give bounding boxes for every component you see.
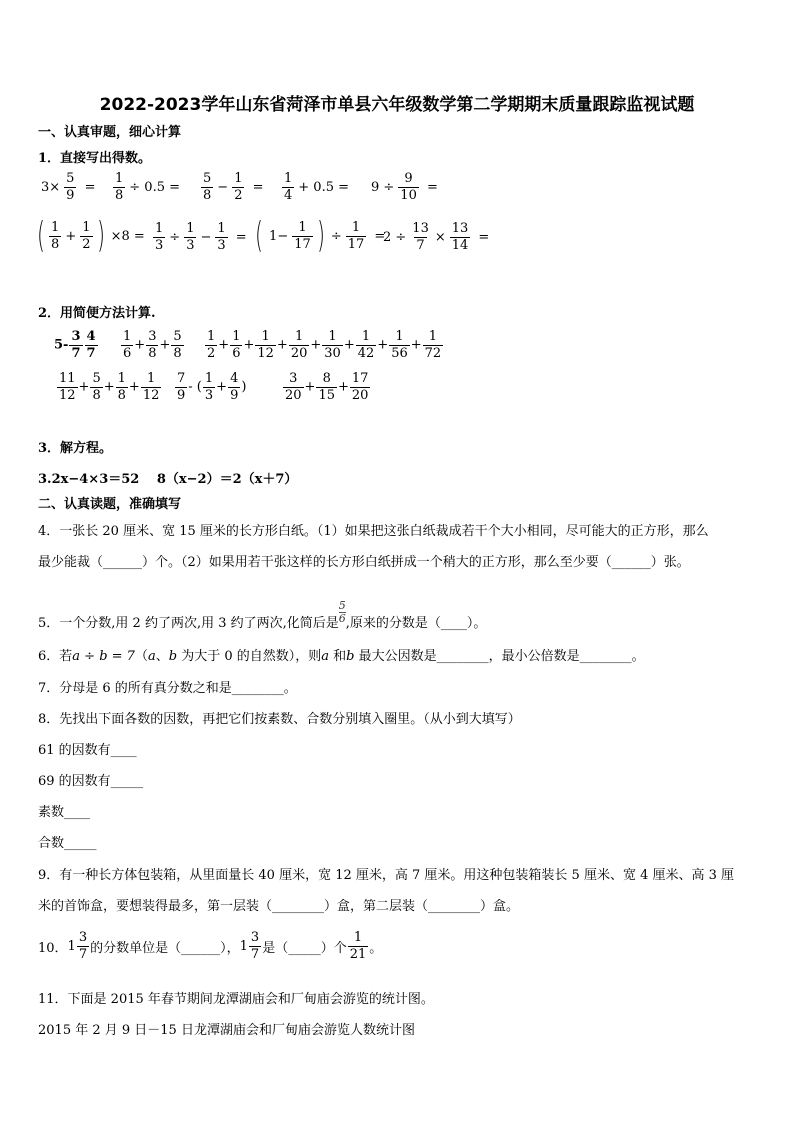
numerator: 1: [232, 329, 241, 344]
q1-row2-a: ( $\frac{1}{8}$ + $\frac{1}{2}$ ) ×8 =: [37, 215, 145, 256]
denominator: 72: [424, 345, 442, 361]
q1-row1-c: $\frac{5}{8}$ − $\frac{1}{2}$ =: [203, 171, 264, 203]
q2-row2-b: $\frac{7}{9}$ - ( $\frac{1}{3}$ + $\frac{4}{9}$ ): [177, 371, 247, 403]
plus-operator: +: [243, 337, 255, 353]
plus-operator: +: [410, 337, 422, 353]
fraction: [289, 330, 310, 360]
q2-row1-a: 5- $\frac{3}{7}$ $\frac{4}{7}$: [54, 329, 96, 361]
q1-row1-b: $\frac{1}{8}$ ÷ 0.5 =: [115, 171, 181, 203]
denominator: 42: [357, 345, 375, 361]
q11-line1: 11．下面是 2015 年春节期间龙潭湖庙会和厂甸庙会游览的统计图。: [38, 992, 434, 1007]
q4-line2: 最少能裁（______）个。（2）如果用若干张这样的长方形白纸拼成一个稍大的正方形，那么至少要（______）张。: [38, 555, 690, 570]
denominator: 6: [232, 345, 241, 361]
q1-row2-d: 2 ÷ $\frac{13}{7}$ × $\frac{13}{14}$ =: [383, 221, 490, 253]
q2-row1-c: [204, 330, 444, 360]
q11-chart-title: 2015 年 2 月 9 日－15 日龙潭湖庙会和厂甸庙会游览人数统计图: [38, 1023, 415, 1038]
denominator: 30: [324, 345, 341, 361]
q8-line4: 合数_____: [38, 836, 97, 851]
q8-line2: 69 的因数有_____: [38, 774, 144, 789]
plus-operator: +: [276, 337, 288, 353]
q2-row2-c: $\frac{3}{20}$ + $\frac{8}{15}$ + $\frac{17}{20}$: [285, 371, 369, 403]
q9-line2: 米的首饰盒，要想装得最多，第一层装（________）盒，第二层装（________）盒。: [38, 899, 520, 914]
numerator: 1: [328, 329, 337, 344]
numerator: 1: [361, 329, 371, 344]
q4-line1: 4．一张长 20 厘米、宽 15 厘米的长方形白纸。（1）如果把这张白纸裁成若干个大小相同，尽可能大的正方形，那么: [38, 524, 709, 539]
plus-operator: +: [343, 337, 355, 353]
q2-row2-a: $\frac{11}{12}$ + $\frac{5}{8}$ + $\frac{1}{8}$ + $\frac{1}{12}$: [59, 371, 160, 403]
fraction: [230, 330, 242, 360]
denominator: 2: [207, 345, 216, 361]
q5: 5．一个分数,用 2 约了两次,用 3 约了两次,化简后是 $\frac{5}{6}$ ,原来的分数是（____）。: [38, 598, 487, 631]
q1-row1-a: 3× $\frac{5}{9}$ =: [41, 171, 96, 203]
denominator: 20: [290, 345, 308, 361]
q2-label: 2．用简便方法计算.: [38, 306, 156, 321]
denominator: 12: [257, 345, 274, 361]
fraction: [356, 330, 377, 360]
q3-label: 3．解方程。: [38, 441, 113, 456]
section-1-heading: 一、认真审题，细心计算: [38, 125, 182, 140]
numerator: 1: [261, 329, 270, 344]
denominator: 56: [391, 345, 408, 361]
numerator: 1: [395, 329, 404, 344]
page-title: 2022-2023学年山东省菏泽市单县六年级数学第二学期期末质量跟踪监视试题: [99, 95, 695, 115]
plus-operator: +: [377, 337, 389, 353]
q7: 7．分母是 6 的所有真分数之和是________。: [38, 681, 297, 696]
q6: 6．若a ÷ b = 7（a、b 为大于 0 的自然数），则a 和b 最大公因数是________，最小公倍数是________。: [38, 649, 645, 664]
fraction: [423, 330, 444, 360]
section-2-heading: 二、认真读题，准确填写: [38, 497, 182, 512]
plus-operator: +: [218, 337, 230, 353]
q3-equations: 3.2x−4×3＝52 8（x−2）＝2（x＋7）: [38, 472, 298, 487]
q8-line3: 素数____: [38, 805, 91, 820]
q10: 10． 1 $\frac{3}{7}$ 的分数单位是（______）， 1 $\frac{3}{7}$ 是（_____）个 $\frac{1}{21}$ 。: [38, 930, 383, 962]
q8-line1: 61 的因数有____: [38, 743, 137, 758]
fraction: [205, 330, 217, 360]
q1-row1-d: $\frac{1}{4}$ + 0.5 =: [284, 171, 350, 203]
plus-operator: +: [310, 337, 322, 353]
q9-line1: 9．有一种长方体包装箱，从里面量长 40 厘米，宽 12 厘米，高 7 厘米。用这种包装箱装长 5 厘米、宽 4 厘米、高 3 厘: [38, 868, 735, 883]
q8-label: 8．先找出下面各数的因数，再把它们按素数、合数分别填入圈里。（从小到大填写）: [38, 712, 521, 727]
numerator: 1: [207, 329, 216, 344]
q1-row1-e: 9 ÷ $\frac{9}{10}$ =: [371, 171, 438, 203]
q1-label: 1．直接写出得数。: [38, 151, 152, 166]
fraction: [255, 330, 276, 360]
fraction: [322, 330, 343, 360]
q2-row1-b: $\frac{1}{6}$ + $\frac{3}{8}$ + $\frac{5}{8}$: [123, 329, 182, 361]
q1-row2-b: $\frac{1}{3}$ ÷ $\frac{1}{3}$ − $\frac{1}{3}$ =: [155, 221, 247, 253]
numerator: 1: [294, 329, 304, 344]
numerator: 1: [428, 329, 438, 344]
q1-row2-c: ( 1− $\frac{1}{17}$ ) ÷ $\frac{1}{17}$ =: [255, 215, 386, 256]
fraction: [389, 330, 410, 360]
